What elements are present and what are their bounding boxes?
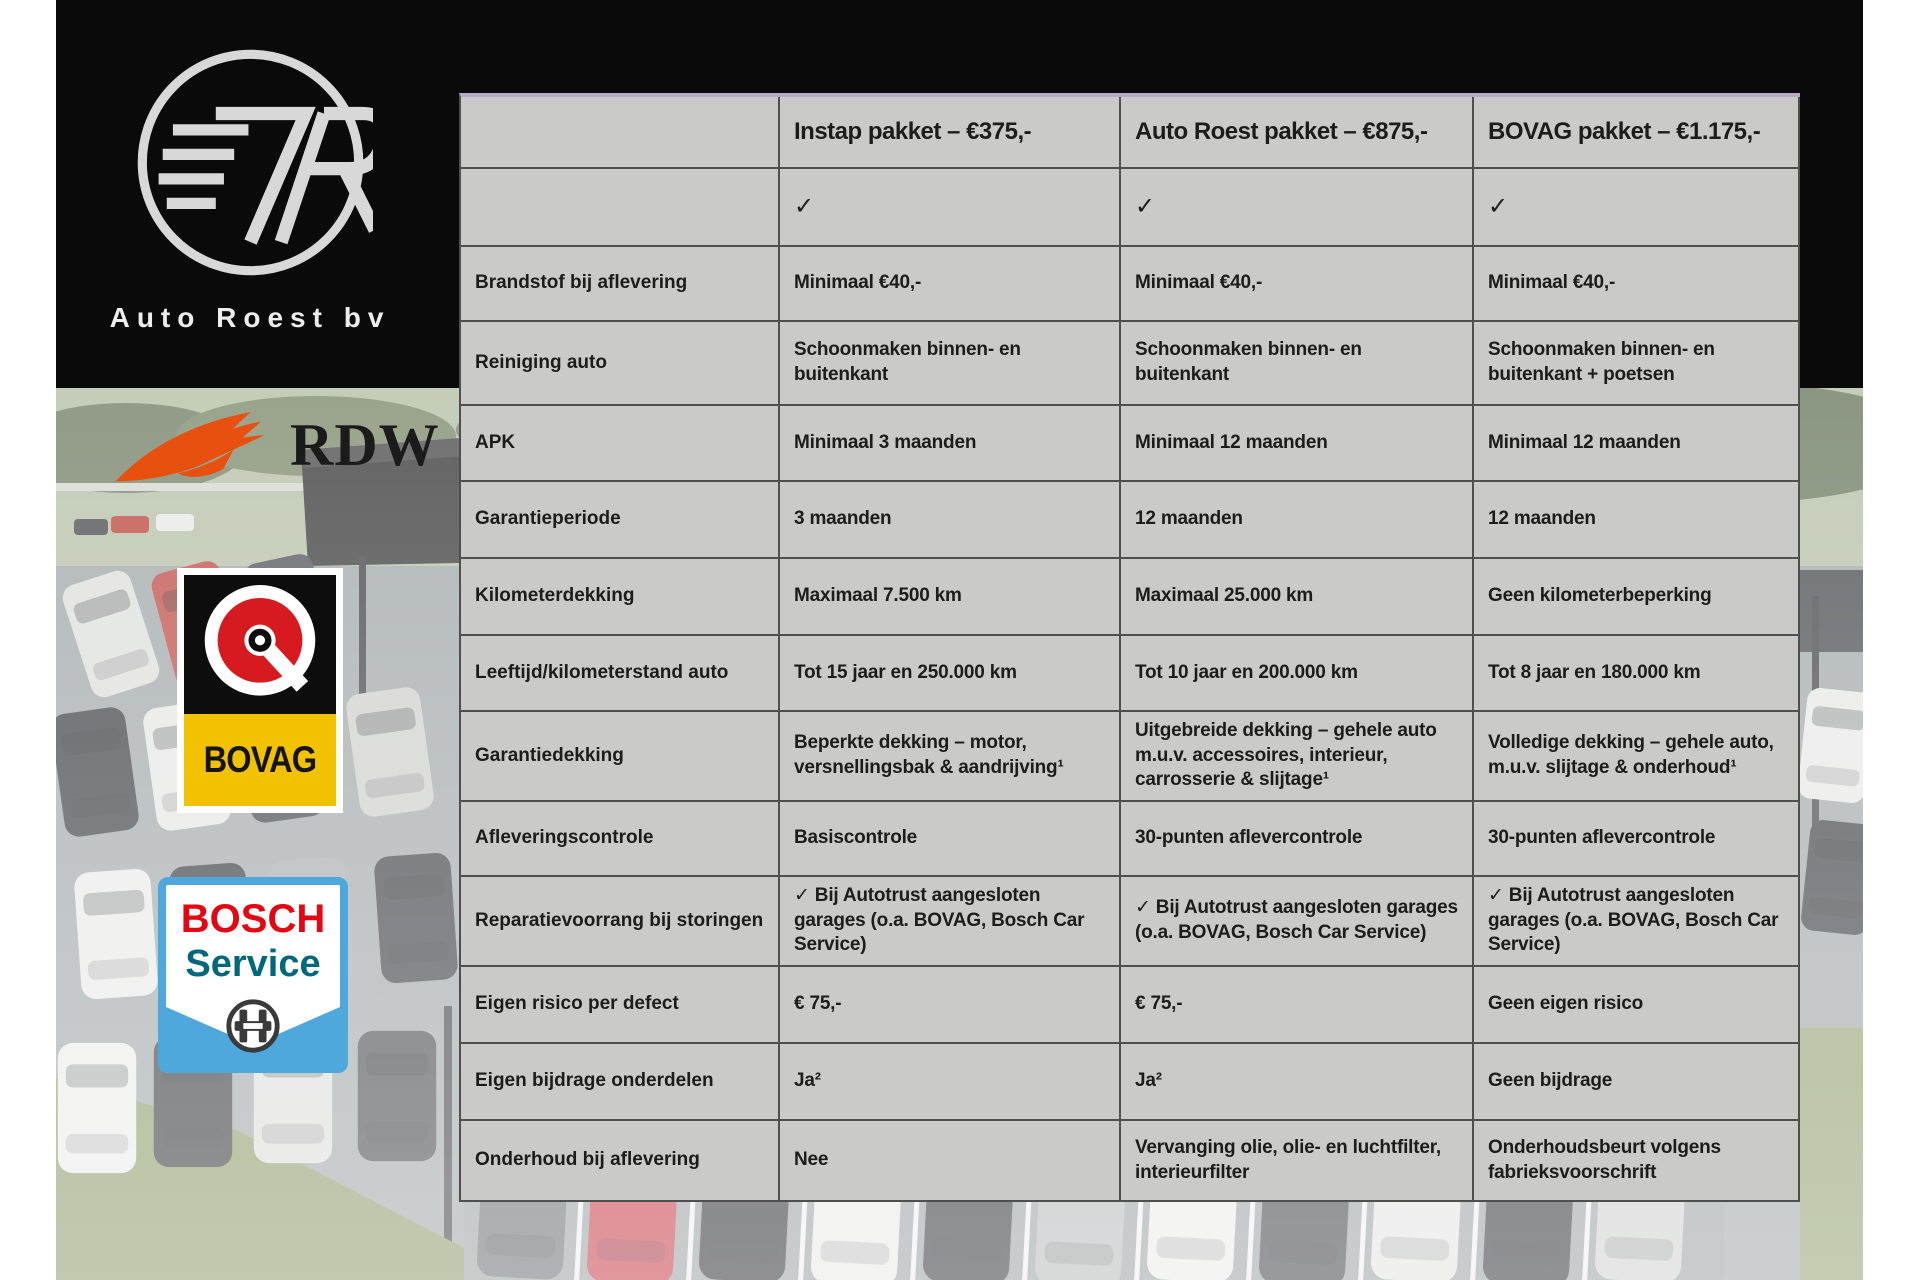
header-auto-roest-pakket: Auto Roest pakket – €875,- xyxy=(1121,97,1474,169)
auto-roest-monogram-icon xyxy=(128,40,373,285)
rdw-label: RDW xyxy=(290,411,440,478)
cell-value: Nee xyxy=(780,1121,1121,1202)
rdw-wing-icon xyxy=(110,393,280,505)
row-label xyxy=(461,169,780,247)
cell-value: 12 maanden xyxy=(1121,482,1474,559)
row-label-reiniging: Reiniging auto xyxy=(461,322,780,406)
bosch-label: BOSCH xyxy=(180,897,326,941)
row-label-apk: APK xyxy=(461,406,780,482)
checkmark-icon: ✓ xyxy=(1474,169,1800,247)
header-bovag-pakket: BOVAG pakket – €1.175,- xyxy=(1474,97,1800,169)
cell-value: ✓ Bij Autotrust aangesloten garages (o.a. BOVAG, Bosch Car Service) xyxy=(1121,877,1474,967)
bosch-service-label: Service xyxy=(185,943,321,985)
cell-value: Tot 15 jaar en 250.000 km xyxy=(780,636,1121,712)
cell-value: ✓ Bij Autotrust aangesloten garages (o.a. BOVAG, Bosch Car Service) xyxy=(780,877,1121,967)
bovag-emblem-icon xyxy=(184,575,336,714)
cell-value: Minimaal 12 maanden xyxy=(1474,406,1800,482)
cell-value: Schoonmaken binnen- en buitenkant xyxy=(780,322,1121,406)
cell-value: Schoonmaken binnen- en buitenkant + poetsen xyxy=(1474,322,1800,406)
cell-value: Tot 8 jaar en 180.000 km xyxy=(1474,636,1800,712)
packages-comparison-table xyxy=(459,93,1800,1202)
auto-roest-logo xyxy=(100,40,400,334)
row-label-brandstof: Brandstof bij aflevering xyxy=(461,247,780,322)
cell-value: Ja² xyxy=(1121,1044,1474,1121)
cell-value: Beperkte dekking – motor, versnellingsbak & aandrijving¹ xyxy=(780,712,1121,802)
rdw-logo xyxy=(110,393,440,505)
row-label-garantieperiode: Garantieperiode xyxy=(461,482,780,559)
checkmark-icon: ✓ xyxy=(780,169,1121,247)
cell-value: Minimaal €40,- xyxy=(1121,247,1474,322)
cell-value: Vervanging olie, olie- en luchtfilter, interieurfilter xyxy=(1121,1121,1474,1202)
cell-value: 30-punten aflevercontrole xyxy=(1121,802,1474,877)
row-label-leeftijd: Leeftijd/kilometerstand auto xyxy=(461,636,780,712)
cell-value: € 75,- xyxy=(1121,967,1474,1044)
row-label-reparatievoorrang: Reparatievoorrang bij storingen xyxy=(461,877,780,967)
cell-value: Geen kilometerbeperking xyxy=(1474,559,1800,636)
cell-value: Minimaal €40,- xyxy=(780,247,1121,322)
cell-value: ✓ Bij Autotrust aangesloten garages (o.a. BOVAG, Bosch Car Service) xyxy=(1474,877,1800,967)
cell-value: Tot 10 jaar en 200.000 km xyxy=(1121,636,1474,712)
header-empty xyxy=(461,97,780,169)
bosch-service-logo xyxy=(158,877,348,1073)
row-label-garantiedekking: Garantiedekking xyxy=(461,712,780,802)
cell-value: Geen eigen risico xyxy=(1474,967,1800,1044)
bosch-armature-icon xyxy=(224,997,282,1055)
bovag-label: BOVAG xyxy=(203,738,317,780)
cell-value: Ja² xyxy=(780,1044,1121,1121)
cell-value: Onderhoudsbeurt volgens fabrieksvoorschrift xyxy=(1474,1121,1800,1202)
cell-value: Schoonmaken binnen- en buitenkant xyxy=(1121,322,1474,406)
cell-value: € 75,- xyxy=(780,967,1121,1044)
cell-value: Maximaal 25.000 km xyxy=(1121,559,1474,636)
cell-value: Uitgebreide dekking – gehele auto m.u.v. accessoires, interieur, carrosserie & slijtage¹ xyxy=(1121,712,1474,802)
bovag-logo xyxy=(177,568,343,813)
cell-value: Basiscontrole xyxy=(780,802,1121,877)
cell-value: 3 maanden xyxy=(780,482,1121,559)
cell-value: Minimaal 3 maanden xyxy=(780,406,1121,482)
cell-value: Maximaal 7.500 km xyxy=(780,559,1121,636)
row-label-afleveringscontrole: Afleveringscontrole xyxy=(461,802,780,877)
bovag-label-area xyxy=(184,714,336,806)
brand-name: Auto Roest bv xyxy=(109,302,391,333)
cell-value: Volledige dekking – gehele auto, m.u.v. slijtage & onderhoud¹ xyxy=(1474,712,1800,802)
cell-value: Minimaal €40,- xyxy=(1474,247,1800,322)
cell-value: 12 maanden xyxy=(1474,482,1800,559)
cell-value: 30-punten aflevercontrole xyxy=(1474,802,1800,877)
row-label-eigen-bijdrage: Eigen bijdrage onderdelen xyxy=(461,1044,780,1121)
row-label-onderhoud: Onderhoud bij aflevering xyxy=(461,1121,780,1202)
row-label-kilometerdekking: Kilometerdekking xyxy=(461,559,780,636)
header-instap-pakket: Instap pakket – €375,- xyxy=(780,97,1121,169)
cell-value: Minimaal 12 maanden xyxy=(1121,406,1474,482)
checkmark-icon: ✓ xyxy=(1121,169,1474,247)
row-label-eigen-risico: Eigen risico per defect xyxy=(461,967,780,1044)
cell-value: Geen bijdrage xyxy=(1474,1044,1800,1121)
